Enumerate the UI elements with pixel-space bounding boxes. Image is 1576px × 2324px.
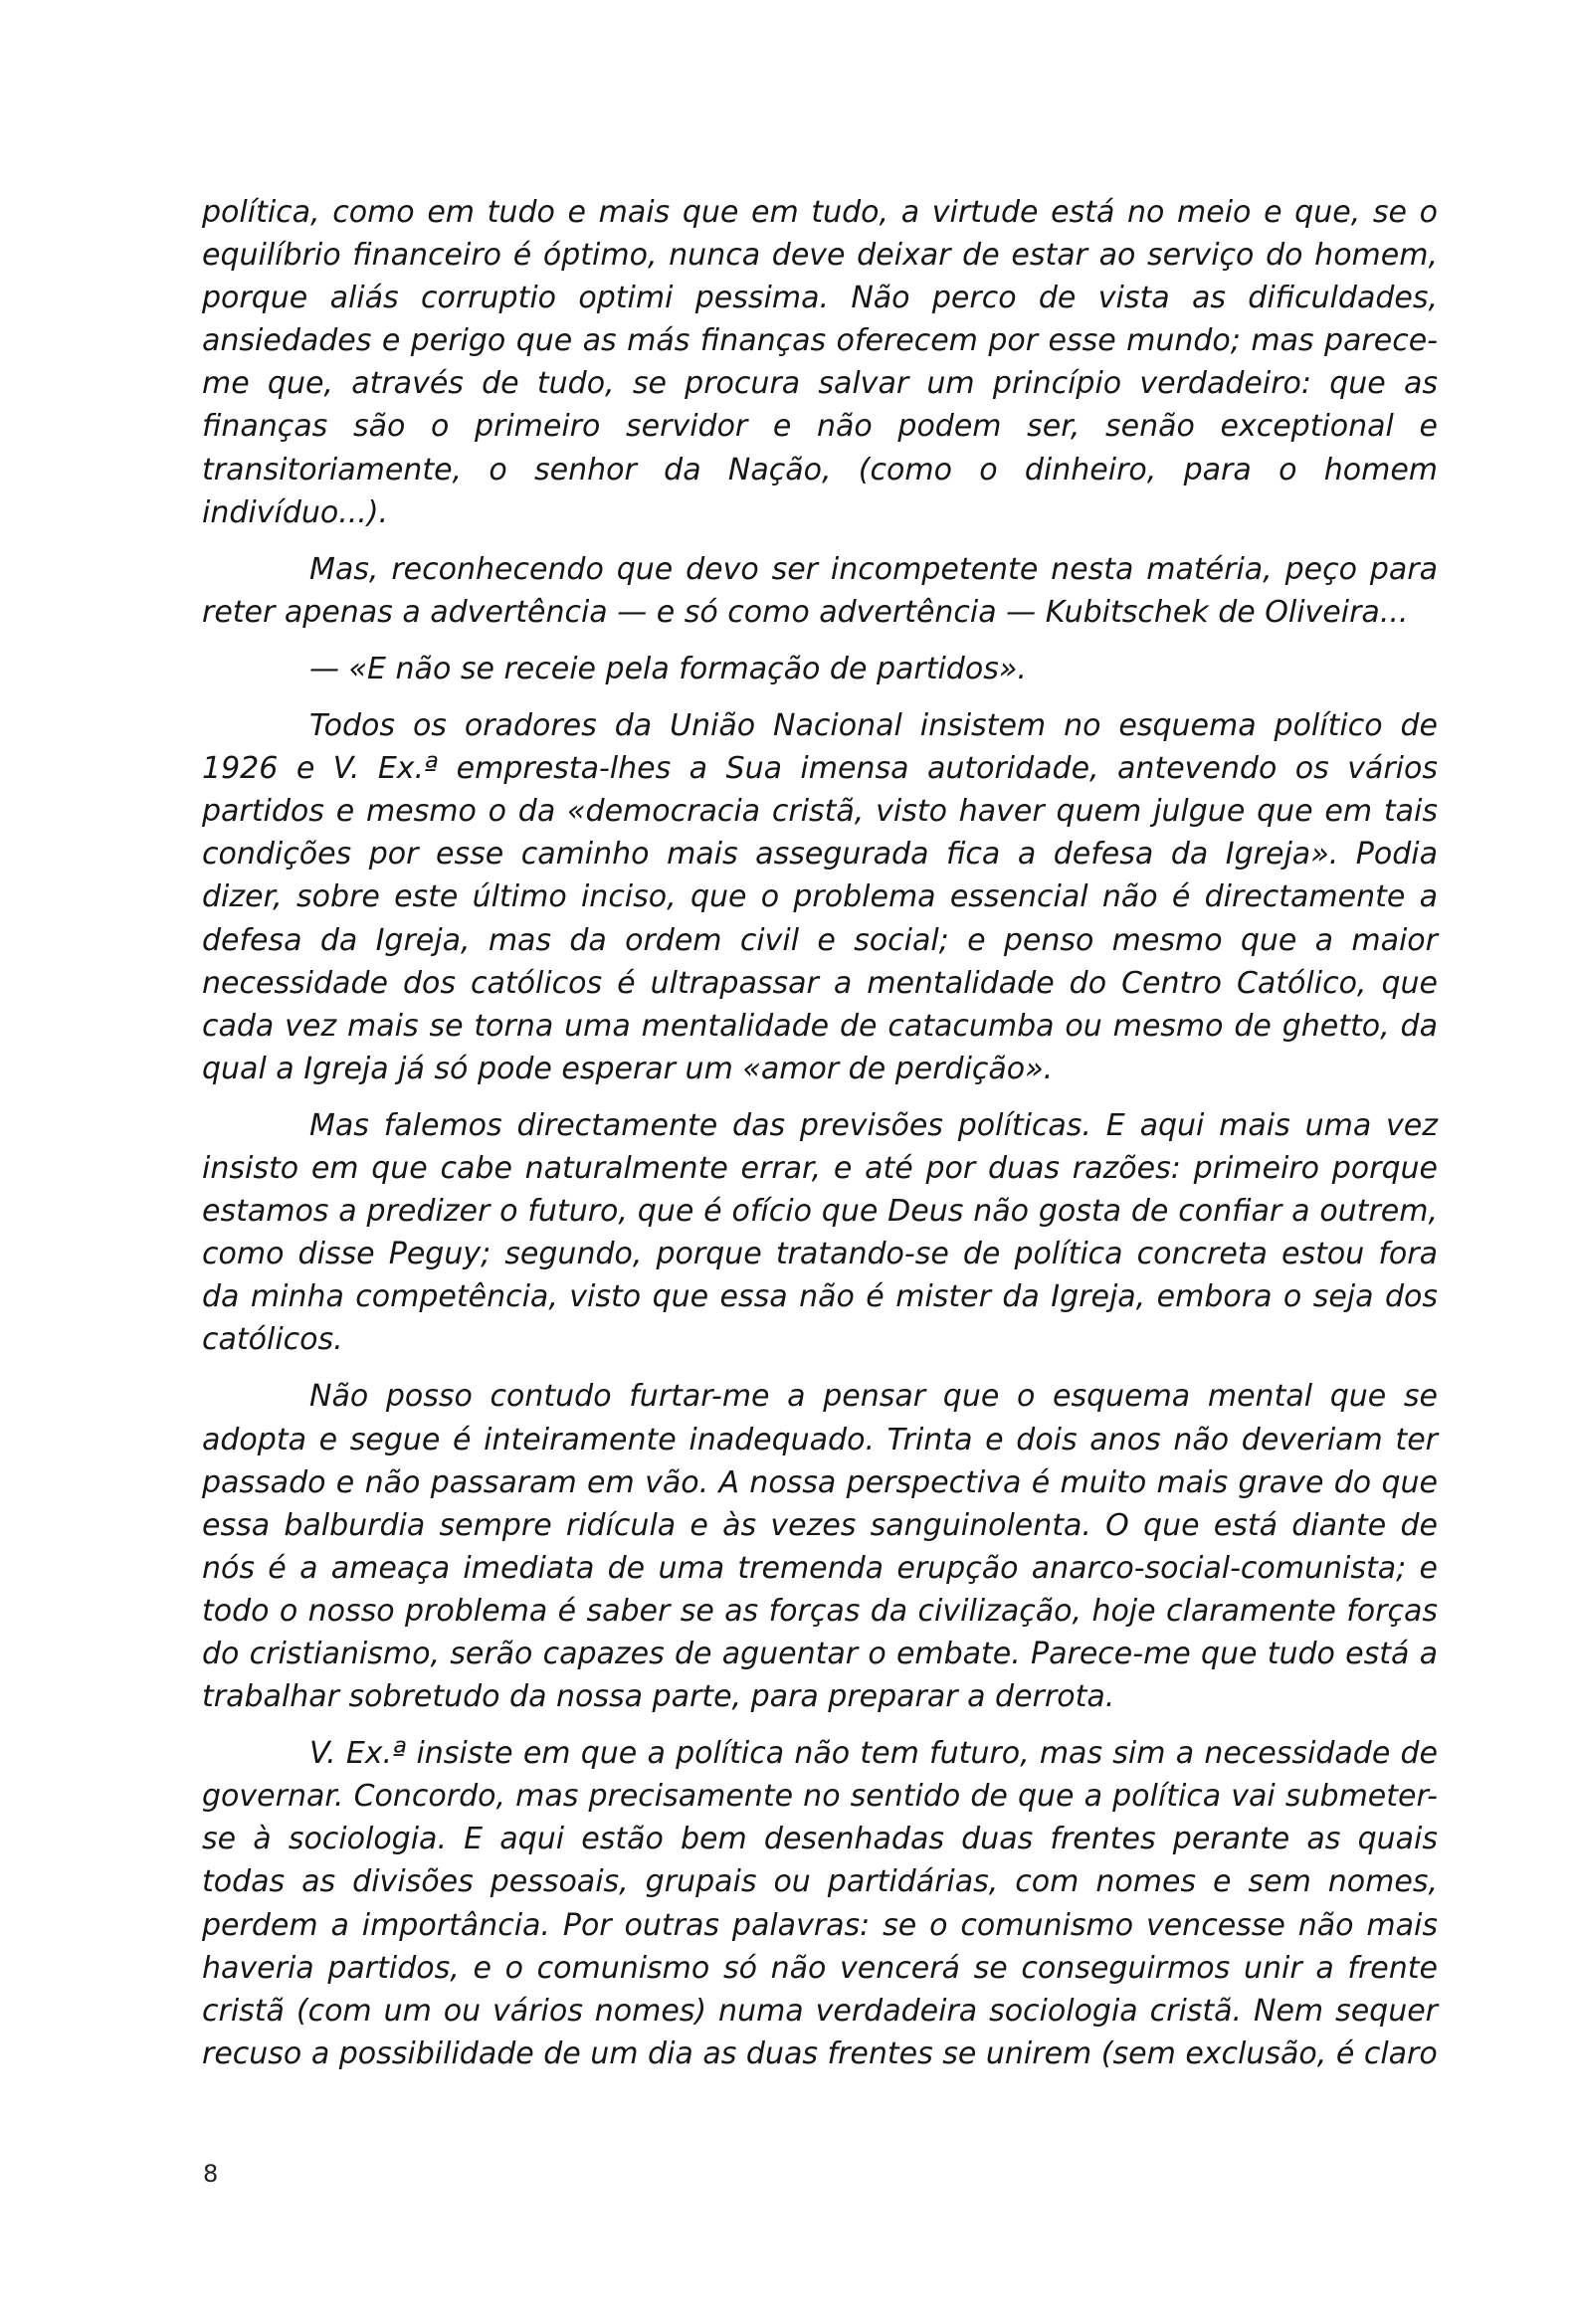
paragraph-6: Não posso contudo furtar-me a pensar que o esquema mental que se adopta e segue é inteiramente inadequado. Trinta e dois anos não deveriam ter passado e não passaram em vão. A nossa perspectiva é muito mais grave do que essa balburdia sempre ridícula e às vezes sanguinolenta. O que está diante de nós é a ameaça imediata de uma tremenda erupção anarco-social-comunista; e todo o nosso problema é saber se as forças da civilização, hoje claramente forças do cristianismo, serão capazes de aguentar o embate. Parece-me que tudo está a trabalhar sobretudo da nossa parte, para preparar a derrota. (202, 1379, 1438, 1715)
paragraph-1: política, como em tudo e mais que em tudo, a virtude está no meio e que, se o equilíbrio financeiro é óptimo, nunca deve deixar de estar ao serviço do homem, porque aliás corruptio optimi pessima. Não perco de vista as dificuldades, ansiedades e perigo que as más finanças oferecem por esse mundo; mas parece-me que, através de tudo, se procura salvar um princípio verdadeiro: que as finanças são o primeiro servidor e não podem ser, senão exceptional e transitoriamente, o senhor da Nação, (como o dinheiro, para o homem indivíduo...). (202, 195, 1438, 530)
body-text (202, 191, 1438, 2089)
paragraph-5: Mas falemos directamente das previsões políticas. E aqui mais uma vez insisto em que cabe naturalmente errar, e até por duas razões: primeiro porque estamos a predizer o futuro, que é ofício que Deus não gosta de confiar a outrem, como disse Peguy; segundo, porque tratando-se de política concreta estou fora da minha competência, visto que essa não é mister da Igreja, embora o seja dos católicos. (202, 1107, 1438, 1358)
paragraph-7: V. Ex.ª insiste em que a política não tem futuro, mas sim a necessidade de governar. Concordo, mas precisamente no sentido de que a política vai submeter-se à sociologia. E aqui estão bem desenhadas duas frentes perante as quais todas as divisões pessoais, grupais ou partidárias, com nomes e sem nomes, perdem a importância. Por outras palavras: se o comunismo vencesse não mais haveria partidos, e o comunismo só não vencerá se conseguirmos unir a frente cristã (com um ou vários nomes) numa verdadeira sociologia cristã. Nem sequer recuso a possibilidade de um dia as duas frentes se unirem (sem exclusão, é claro (202, 1736, 1438, 2071)
paragraph-2: Mas, reconhecendo que devo ser incompetente nesta matéria, peço para reter apenas a advertência — e só como advertência — Kubitschek de Oliveira... (202, 551, 1438, 630)
paragraph-4: Todos os oradores da União Nacional insistem no esquema político de 1926 e V. Ex.ª empresta-lhes a Sua imensa autoridade, antevendo os vários partidos e mesmo o da «democracia cristã, visto haver quem julgue que em tais condições por esse caminho mais assegurada fica a defesa da Igreja». Podia dizer, sobre este último inciso, que o problema essencial não é directamente a defesa da Igreja, mas da ordem civil e social; e penso mesmo que a maior necessidade dos católicos é ultrapassar a mentalidade do Centro Católico, que cada vez mais se torna uma mentalidade de catacumba ou mesmo de ghetto, da qual a Igreja já só pode esperar um «amor de perdição». (202, 708, 1438, 1086)
page-number: 8 (203, 2160, 219, 2188)
paragraph-3-quote: — «E não se receie pela formação de partidos». (309, 651, 1027, 686)
